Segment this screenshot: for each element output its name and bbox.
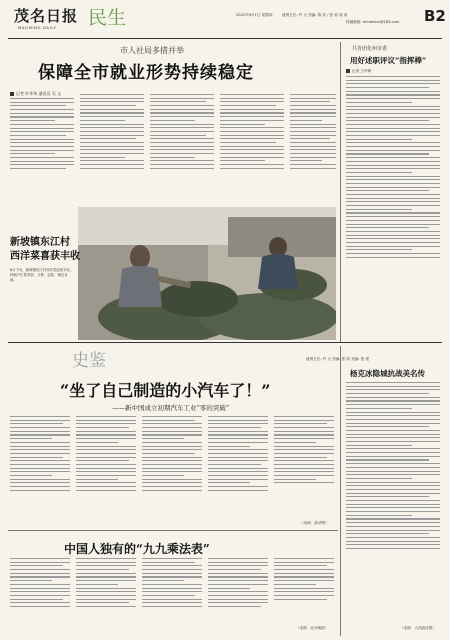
email-line: 投稿邮箱: mmdnbm@163.com	[346, 20, 400, 24]
lead-body-col-5	[290, 94, 336, 206]
masthead-rule	[8, 38, 442, 39]
lead-kicker: 市人社局多措并举	[120, 46, 184, 55]
car-subheadline: ——新中国成立初期汽车工业“零的突破”	[112, 404, 230, 412]
car-body-col-3	[142, 416, 202, 528]
lead-body-col-4	[220, 94, 284, 206]
nine-headline: 中国人独有的“九九乘法表”	[64, 542, 210, 556]
history-editor-line: 值班主任: 许 旦 责编: 张 绍 美编: 张 建	[306, 357, 370, 361]
nine-body-col-5	[274, 558, 334, 624]
side-body	[346, 76, 440, 338]
harvest-photo	[78, 207, 336, 340]
side-byline-text: 记者 王华锋	[352, 69, 372, 73]
lead-body-col-2	[80, 94, 144, 204]
lead-byline	[10, 91, 61, 97]
masthead	[8, 4, 446, 38]
page-number: B2	[424, 7, 446, 25]
photo-frame	[78, 207, 336, 340]
side-headline: 用好述职评议“指挥棒”	[350, 56, 427, 65]
lead-body-col-1	[10, 98, 74, 208]
history-section-label: 史鉴	[72, 351, 106, 371]
yang-column-divider	[340, 346, 341, 636]
lead-headline: 保障全市就业形势持续稳定	[38, 63, 254, 83]
yang-body	[346, 382, 440, 626]
lead-byline-text: 记者 叶华华 通讯员 吴 文	[16, 91, 62, 96]
nine-body-col-3	[142, 558, 202, 636]
nine-body-col-2	[76, 558, 136, 636]
editor-line: 值班主任: 许 旦 责编: 陈 武 / 张 琼 周 涛	[282, 13, 348, 17]
photo-headline-line-1: 新坡镇东江村	[10, 237, 70, 248]
date-line: 2022年9月1日 星期四	[236, 13, 273, 17]
photo-headline-line-2: 西洋菜喜获丰收	[10, 251, 80, 262]
lead-body-col-3	[150, 94, 214, 206]
car-headline: “坐了自己制造的小汽车了！”	[60, 381, 271, 400]
side-byline-marker-icon	[346, 69, 350, 73]
car-body-col-4	[208, 416, 268, 528]
nine-story-divider	[8, 530, 338, 531]
photo-headline	[10, 236, 80, 264]
nine-body-col-1	[10, 558, 70, 636]
photo-caption: 8月下旬，新坡镇东江村西洋菜迎来丰收，种植户忙着采收、分拣、包装，销往各地。	[10, 268, 74, 283]
nine-source: （来源：北京晚报）	[296, 626, 329, 630]
car-body-col-2	[76, 416, 136, 528]
yang-headline: 杨克冰隐城抗战美名传	[350, 369, 425, 378]
car-body-col-1	[10, 416, 70, 528]
yang-source: （来源：人民政协报）	[400, 626, 436, 630]
section-divider	[8, 342, 442, 343]
side-column-divider	[340, 42, 341, 342]
byline-marker-icon	[10, 92, 14, 96]
newspaper-logo-english: MAOMING DAILY	[18, 25, 57, 30]
nine-body-col-4	[208, 558, 268, 636]
newspaper-logo: 茂名日报	[14, 7, 79, 25]
section-title: 民生	[88, 7, 127, 29]
car-source: （来源：新华网）	[300, 521, 329, 525]
side-kicker: 共青团化州市委	[352, 46, 388, 52]
side-byline	[346, 69, 371, 74]
car-body-col-5	[274, 416, 334, 520]
